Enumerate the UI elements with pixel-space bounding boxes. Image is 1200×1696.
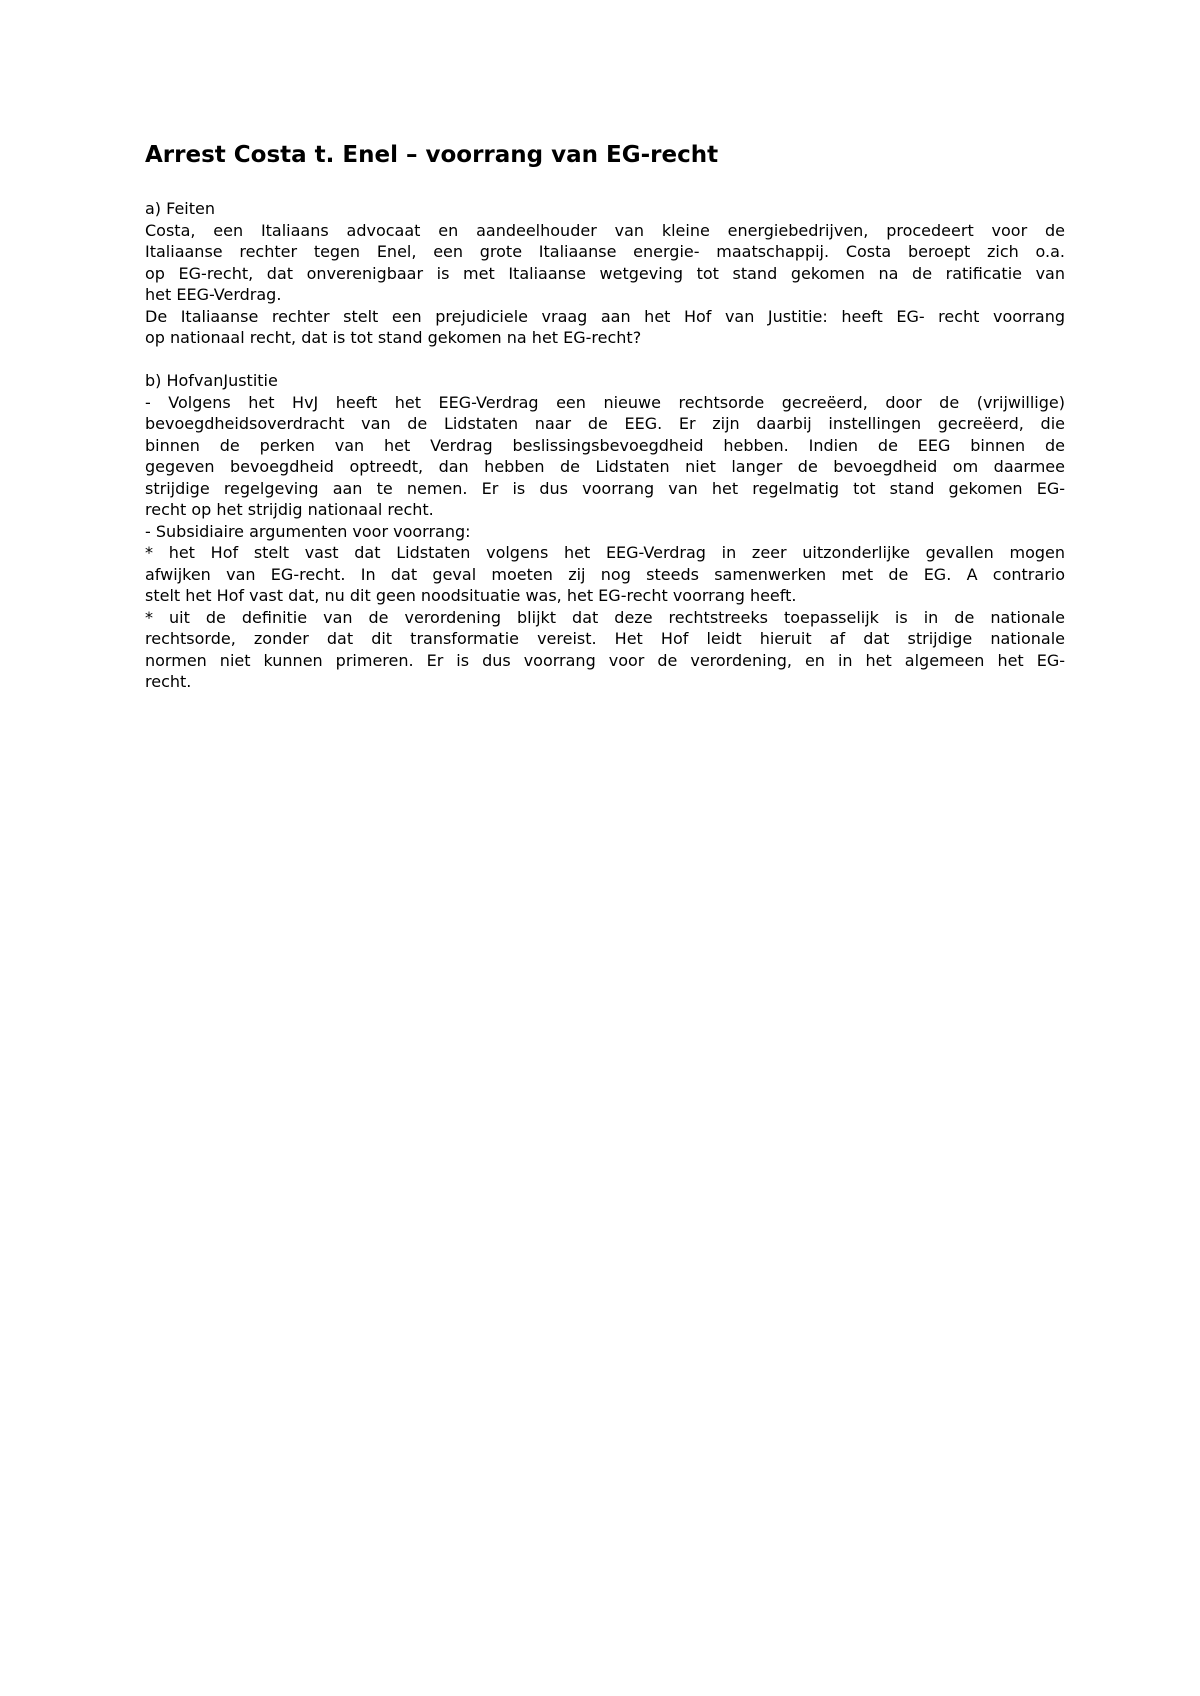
paragraph-line: op EG-recht, dat onverenigbaar is met Italiaanse wetgeving tot stand gekomen na de ratificatie van — [145, 263, 1065, 283]
paragraph-line: recht. — [145, 672, 192, 691]
paragraph-line: Costa, een Italiaans advocaat en aandeelhouder van kleine energiebedrijven, procedeert voor de — [145, 220, 1065, 240]
paragraph-line: bevoegdheidsoverdracht van de Lidstaten naar de EEG. Er zijn daarbij instellingen gecreëerd, die — [145, 414, 1065, 433]
paragraph-line: rechtsorde, zonder dat dit transformatie vereist. Het Hof leidt hieruit af dat strijdige nationale — [145, 629, 1065, 648]
paragraph-line: - Volgens het HvJ heeft het EEG-Verdrag een nieuwe rechtsorde gecreëerd, door de (vrijwillige) — [145, 392, 1065, 412]
paragraph-line: - Subsidiaire argumenten voor voorrang: — [145, 521, 471, 541]
paragraph-line: * uit de definitie van de verordening blijkt dat deze rechtstreeks toepasselijk is in de nationale — [145, 607, 1065, 627]
paragraph-line: b) HofvanJustitie — [145, 371, 278, 390]
paragraph-line: afwijken van EG-recht. In dat geval moeten zij nog steeds samenwerken met de EG. A contrario — [145, 564, 1065, 584]
document-title: Arrest Costa t. Enel – voorrang van EG-recht — [145, 142, 719, 168]
paragraph-line: recht op het strijdig nationaal recht. — [145, 500, 434, 519]
paragraph-line: gegeven bevoegdheid optreedt, dan hebben de Lidstaten niet langer de bevoegdheid om daarmee — [145, 457, 1065, 476]
paragraph-line: op nationaal recht, dat is tot stand gekomen na het EG-recht? — [145, 328, 642, 347]
document-page — [145, 140, 1065, 693]
paragraph-line: a) Feiten — [145, 199, 216, 218]
paragraph-line: het EEG-Verdrag. — [145, 285, 282, 304]
paragraph-line: Italiaanse rechter tegen Enel, een grote Italiaanse energie- maatschappij. Costa beroept zich o.a. — [145, 242, 1065, 261]
section-hof-van-justitie — [145, 370, 1065, 693]
paragraph-line: * het Hof stelt vast dat Lidstaten volgens het EEG-Verdrag in zeer uitzonderlijke gevallen mogen — [145, 543, 1065, 562]
paragraph-line: De Italiaanse rechter stelt een prejudiciele vraag aan het Hof van Justitie: heeft EG- recht voorrang — [145, 306, 1065, 326]
paragraph-line: binnen de perken van het Verdrag beslissingsbevoegdheid hebben. Indien de EEG binnen de — [145, 435, 1065, 455]
paragraph-line: stelt het Hof vast dat, nu dit geen noodsituatie was, het EG-recht voorrang heeft. — [145, 586, 797, 605]
paragraph-line: strijdige regelgeving aan te nemen. Er is dus voorrang van het regelmatig tot stand gekomen EG- — [145, 478, 1065, 498]
paragraph-line: normen niet kunnen primeren. Er is dus voorrang voor de verordening, en in het algemeen het EG- — [145, 650, 1065, 670]
section-feiten — [145, 198, 1065, 349]
